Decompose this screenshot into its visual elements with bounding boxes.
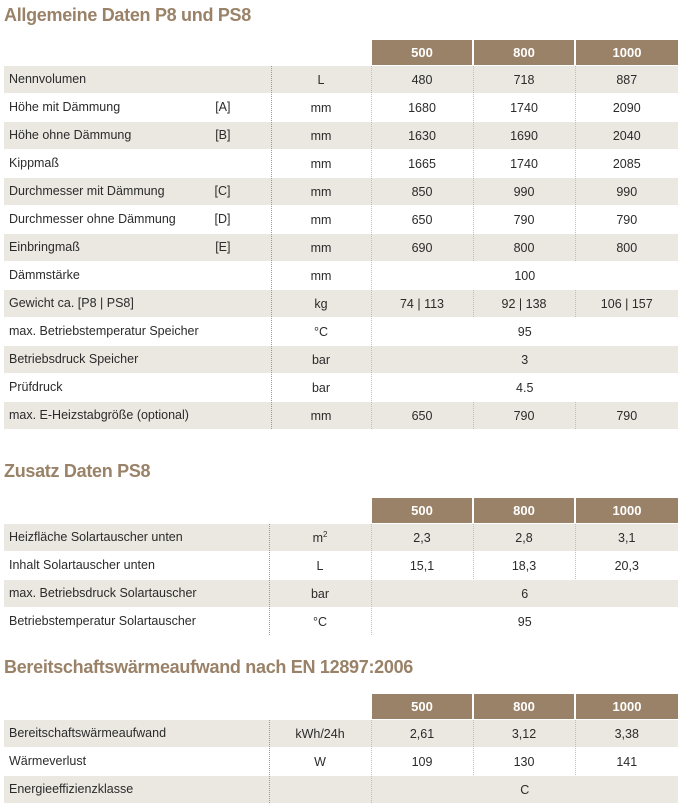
value-merged: 100 xyxy=(371,262,678,290)
header-spacer xyxy=(269,498,371,524)
unit-cell xyxy=(271,122,371,150)
value-800: 1740 xyxy=(473,150,575,178)
table-row xyxy=(4,552,678,580)
value-500: 109 xyxy=(371,748,473,776)
value-merged: 4.5 xyxy=(371,374,678,402)
value-1000: 887 xyxy=(575,66,678,94)
row-label: Betriebsdruck Speicher xyxy=(9,352,139,366)
unit-cell xyxy=(271,262,371,290)
header-spacer xyxy=(271,40,371,66)
table-row xyxy=(4,318,678,346)
row-label: Kippmaß xyxy=(9,156,60,170)
value-800: 1740 xyxy=(473,94,575,122)
value-1000: 2085 xyxy=(575,150,678,178)
column-header-800: 800 xyxy=(473,694,575,720)
row-label-cell xyxy=(4,290,271,318)
row-label: Höhe ohne Dämmung xyxy=(9,128,132,142)
unit: bar xyxy=(311,352,331,367)
dimension-reference: [C] xyxy=(214,184,231,198)
table-bereitschaft xyxy=(4,694,678,804)
dimension-reference: [E] xyxy=(215,240,231,254)
unit-cell xyxy=(269,748,371,776)
row-label-cell xyxy=(4,524,269,552)
section-title-bereitschaft: Bereitschaftswärmeaufwand nach EN 12897:2006 xyxy=(4,657,413,677)
dimension-reference: [B] xyxy=(215,128,231,142)
column-header-1000: 1000 xyxy=(575,498,678,524)
value-500: 1665 xyxy=(371,150,473,178)
value-1000: 800 xyxy=(575,234,678,262)
unit-cell xyxy=(271,178,371,206)
value-1000: 790 xyxy=(575,206,678,234)
unit-cell xyxy=(271,150,371,178)
table-row xyxy=(4,66,678,94)
row-label: Höhe mit Dämmung xyxy=(9,100,121,114)
value-1000: 2090 xyxy=(575,94,678,122)
value-merged: 95 xyxy=(371,608,678,636)
unit: bar xyxy=(310,586,330,601)
value-merged: 6 xyxy=(371,580,678,608)
value-1000: 3,38 xyxy=(575,720,678,748)
table-zusatz-daten xyxy=(4,498,678,636)
value-500: 15,1 xyxy=(371,552,473,580)
value-800: 92 | 138 xyxy=(473,290,575,318)
unit: mm xyxy=(310,156,332,171)
row-label-cell xyxy=(4,66,271,94)
column-header-1000: 1000 xyxy=(575,694,678,720)
unit: mm xyxy=(310,212,332,227)
section-title-allgemeine: Allgemeine Daten P8 und PS8 xyxy=(4,5,251,25)
table-row xyxy=(4,94,678,122)
column-header-800: 800 xyxy=(473,40,575,66)
row-label: Prüfdruck xyxy=(9,380,63,394)
table-row xyxy=(4,374,678,402)
value-800: 130 xyxy=(473,748,575,776)
value-merged: 95 xyxy=(371,318,678,346)
value-800: 718 xyxy=(473,66,575,94)
unit: °C xyxy=(313,324,329,339)
row-label-cell xyxy=(4,402,271,430)
table-row xyxy=(4,402,678,430)
header-row xyxy=(4,40,678,66)
value-1000: 790 xyxy=(575,402,678,430)
table-row xyxy=(4,748,678,776)
row-label: Durchmesser mit Dämmung xyxy=(9,184,165,198)
unit: mm xyxy=(310,128,332,143)
row-label-cell xyxy=(4,178,271,206)
row-label: Dämmstärke xyxy=(9,268,80,282)
header-spacer xyxy=(269,694,371,720)
dimension-reference: [A] xyxy=(215,100,231,114)
row-label-cell xyxy=(4,748,269,776)
value-500: 2,3 xyxy=(371,524,473,552)
unit-cell xyxy=(269,776,371,804)
value-500: 1630 xyxy=(371,122,473,150)
column-header-800: 800 xyxy=(473,498,575,524)
value-1000: 106 | 157 xyxy=(575,290,678,318)
unit-cell xyxy=(271,318,371,346)
table-row xyxy=(4,262,678,290)
row-label-cell xyxy=(4,206,271,234)
row-label-cell xyxy=(4,262,271,290)
unit: L xyxy=(316,558,324,573)
unit-cell xyxy=(271,66,371,94)
row-label: Betriebstemperatur Solartauscher xyxy=(9,614,196,628)
row-label: Wärmeverlust xyxy=(9,754,87,768)
table-row xyxy=(4,346,678,374)
value-1000: 141 xyxy=(575,748,678,776)
table-row xyxy=(4,234,678,262)
dimension-reference: [D] xyxy=(214,212,231,226)
unit-cell xyxy=(269,720,371,748)
unit: mm xyxy=(310,408,332,423)
unit: L xyxy=(317,72,325,87)
value-800: 18,3 xyxy=(473,552,575,580)
value-500: 2,61 xyxy=(371,720,473,748)
unit-cell xyxy=(269,580,371,608)
unit-cell xyxy=(269,524,371,552)
table-row xyxy=(4,290,678,318)
column-header-500: 500 xyxy=(371,694,473,720)
unit-cell xyxy=(269,552,371,580)
value-500: 850 xyxy=(371,178,473,206)
table-row xyxy=(4,206,678,234)
unit-cell xyxy=(271,374,371,402)
row-label-cell xyxy=(4,346,271,374)
value-1000: 20,3 xyxy=(575,552,678,580)
table-allgemeine-daten xyxy=(4,40,678,430)
unit: mm xyxy=(310,268,332,283)
unit: kg xyxy=(314,296,328,311)
header-spacer xyxy=(4,694,269,720)
row-label-cell xyxy=(4,122,271,150)
table-row xyxy=(4,150,678,178)
unit-cell xyxy=(271,402,371,430)
row-label-cell xyxy=(4,720,269,748)
unit-cell xyxy=(271,290,371,318)
value-800: 800 xyxy=(473,234,575,262)
value-merged: 3 xyxy=(371,346,678,374)
unit: mm xyxy=(310,240,332,255)
row-label-cell xyxy=(4,776,269,804)
unit-superscript: 2 xyxy=(322,529,328,539)
column-header-500: 500 xyxy=(371,498,473,524)
table-row xyxy=(4,720,678,748)
value-1000: 990 xyxy=(575,178,678,206)
table-row xyxy=(4,524,678,552)
value-merged: C xyxy=(371,776,678,804)
value-1000: 3,1 xyxy=(575,524,678,552)
value-800: 1690 xyxy=(473,122,575,150)
row-label: max. Betriebstemperatur Speicher xyxy=(9,324,199,338)
row-label-cell xyxy=(4,94,271,122)
column-header-1000: 1000 xyxy=(575,40,678,66)
row-label-cell xyxy=(4,374,271,402)
table-row xyxy=(4,178,678,206)
row-label-cell xyxy=(4,150,271,178)
unit: kWh/24h xyxy=(295,726,345,741)
unit-cell xyxy=(271,234,371,262)
unit: bar xyxy=(311,380,331,395)
table-row xyxy=(4,608,678,636)
value-500: 480 xyxy=(371,66,473,94)
value-800: 2,8 xyxy=(473,524,575,552)
row-label: Heizfläche Solartauscher unten xyxy=(9,530,183,544)
unit: °C xyxy=(312,614,328,629)
unit-cell xyxy=(271,94,371,122)
value-500: 74 | 113 xyxy=(371,290,473,318)
unit: mm xyxy=(310,184,332,199)
header-spacer xyxy=(4,498,269,524)
header-row xyxy=(4,498,678,524)
row-label: Inhalt Solartauscher unten xyxy=(9,558,155,572)
unit: m xyxy=(312,531,323,546)
table-row xyxy=(4,122,678,150)
row-label-cell xyxy=(4,318,271,346)
row-label: max. E-Heizstabgröße (optional) xyxy=(9,408,189,422)
table-row xyxy=(4,776,678,804)
row-label: Bereitschaftswärmeaufwand xyxy=(9,726,167,740)
unit: W xyxy=(314,754,326,769)
value-800: 990 xyxy=(473,178,575,206)
unit-cell xyxy=(271,206,371,234)
row-label-cell xyxy=(4,608,269,636)
row-label: Durchmesser ohne Dämmung xyxy=(9,212,176,226)
header-spacer xyxy=(4,40,271,66)
value-500: 650 xyxy=(371,206,473,234)
row-label: Nennvolumen xyxy=(9,72,87,86)
unit: mm xyxy=(310,100,332,115)
unit-cell xyxy=(269,608,371,636)
row-label-cell xyxy=(4,580,269,608)
value-500: 650 xyxy=(371,402,473,430)
value-800: 3,12 xyxy=(473,720,575,748)
unit-cell xyxy=(271,346,371,374)
value-500: 690 xyxy=(371,234,473,262)
row-label: Gewicht ca. [P8 | PS8] xyxy=(9,296,134,310)
section-title-zusatz: Zusatz Daten PS8 xyxy=(4,461,151,481)
row-label: Energieeffizienzklasse xyxy=(9,782,134,796)
value-800: 790 xyxy=(473,206,575,234)
value-800: 790 xyxy=(473,402,575,430)
row-label-cell xyxy=(4,234,271,262)
column-header-500: 500 xyxy=(371,40,473,66)
row-label-cell xyxy=(4,552,269,580)
value-1000: 2040 xyxy=(575,122,678,150)
value-500: 1680 xyxy=(371,94,473,122)
table-row xyxy=(4,580,678,608)
header-row xyxy=(4,694,678,720)
row-label: max. Betriebsdruck Solartauscher xyxy=(9,586,197,600)
row-label: Einbringmaß xyxy=(9,240,80,254)
